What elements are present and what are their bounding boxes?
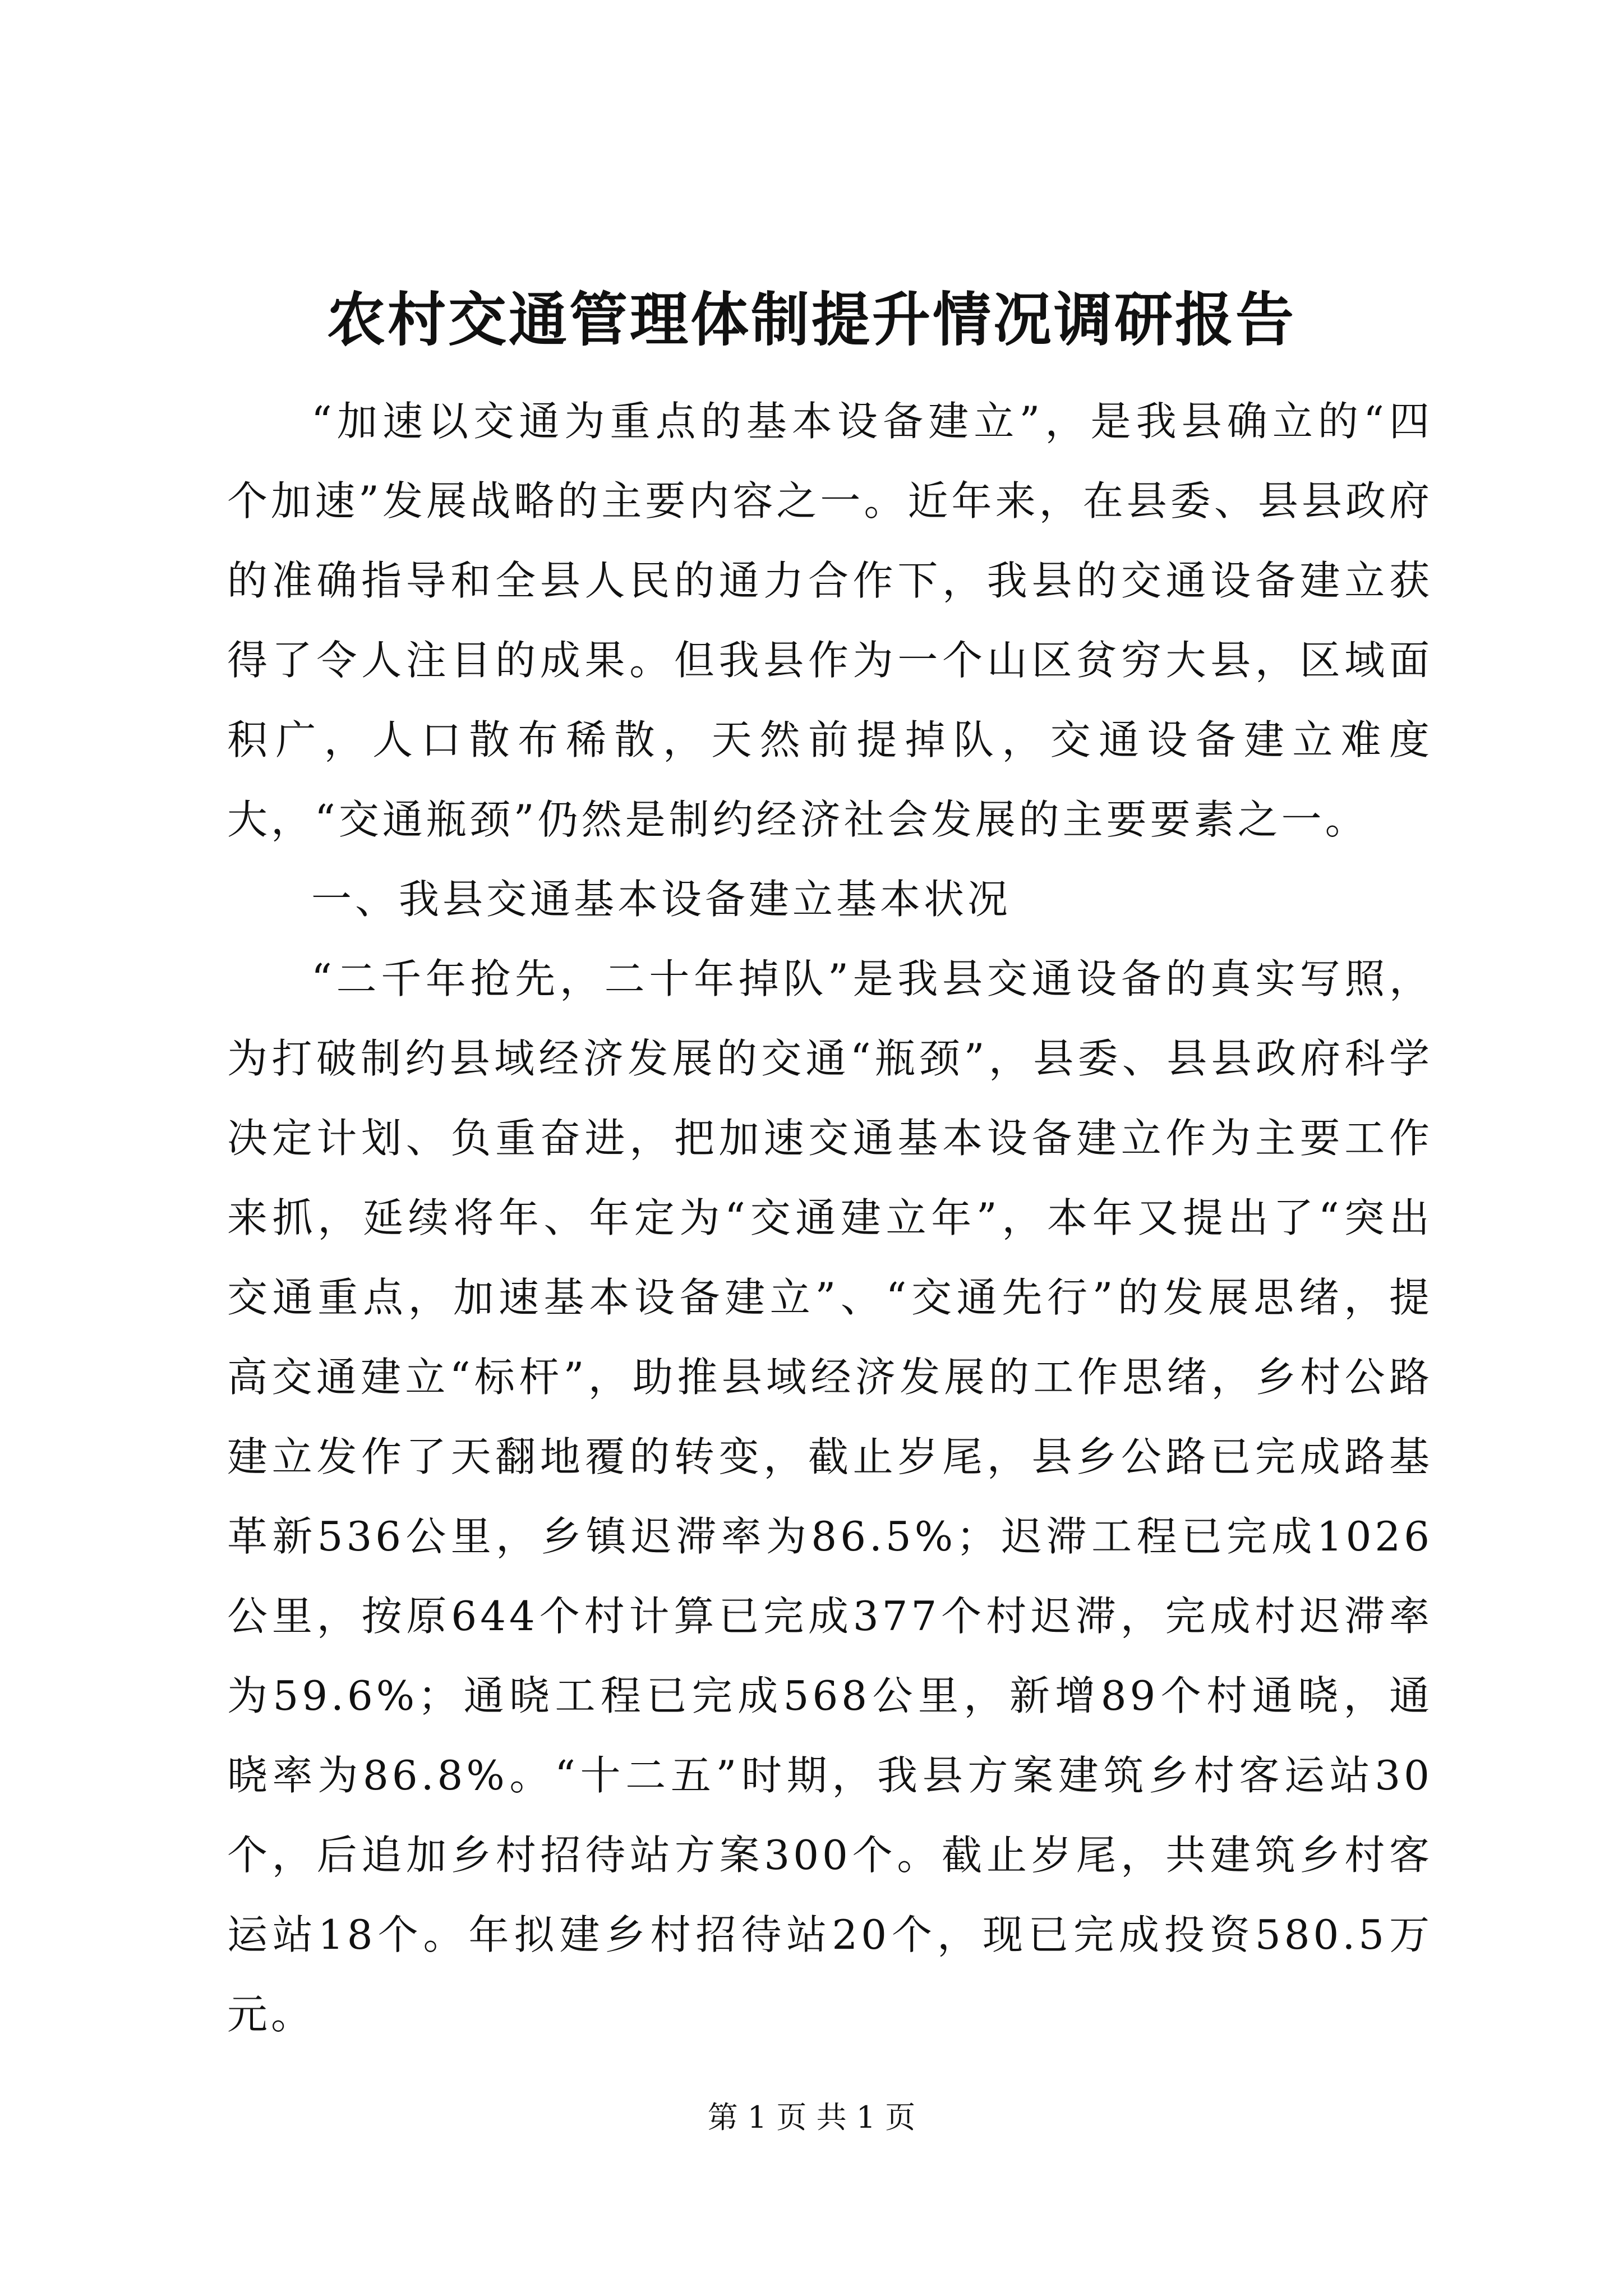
document-title: 农村交通管理体制提升情况调研报告: [326, 285, 1296, 354]
section-heading: 一、我县交通基本设备建立基本状况: [311, 876, 1012, 923]
document-body: [227, 381, 1433, 2054]
page-footer: 第 1 页 共 1 页: [707, 2100, 916, 2135]
paragraph-status: “二千年抢先，二十年掉队”是我县交通设备的真实写照，为打破制约县域经济发展的交通“瓶颈”，县委、县县政府科学决定计划、负重奋进，把加速交通基本设备建立作为主要工作来抓，延续将年、年定为“交通建立年”，本年又提出了“突出交通重点，加速基本设备建立”、“交通先行”的发展思绪，提高交通建立“标杆”，助推县域经济发展的工作思绪，乡村公路建立发作了天翻地覆的转变，截止岁尾，县乡公路已完成路基革新536公里，乡镇迟滞率为86.5%；迟滞工程已完成1026公里，按原644个村计算已完成377个村迟滞，完成村迟滞率为59.6%；通晓工程已完成568公里，新增89个村通晓，通晓率为86.8%。“十二五”时期，我县方案建筑乡村客运站30个，后追加乡村招待站方案300个。截止岁尾，共建筑乡村客运站18个。年拟建乡村招待站20个，现已完成投资580.5万元。: [227, 955, 1433, 2038]
paragraph-intro: “加速以交通为重点的基本设备建立”，是我县确立的“四个加速”发展战略的主要内容之一。近年来，在县委、县县政府的准确指导和全县人民的通力合作下，我县的交通设备建立获得了令人注目的成果。但我县作为一个山区贫穷大县，区域面积广，人口散布稀散，天然前提掉队，交通设备建立难度大，“交通瓶颈”仍然是制约经济社会发展的主要要素之一。: [227, 398, 1433, 843]
